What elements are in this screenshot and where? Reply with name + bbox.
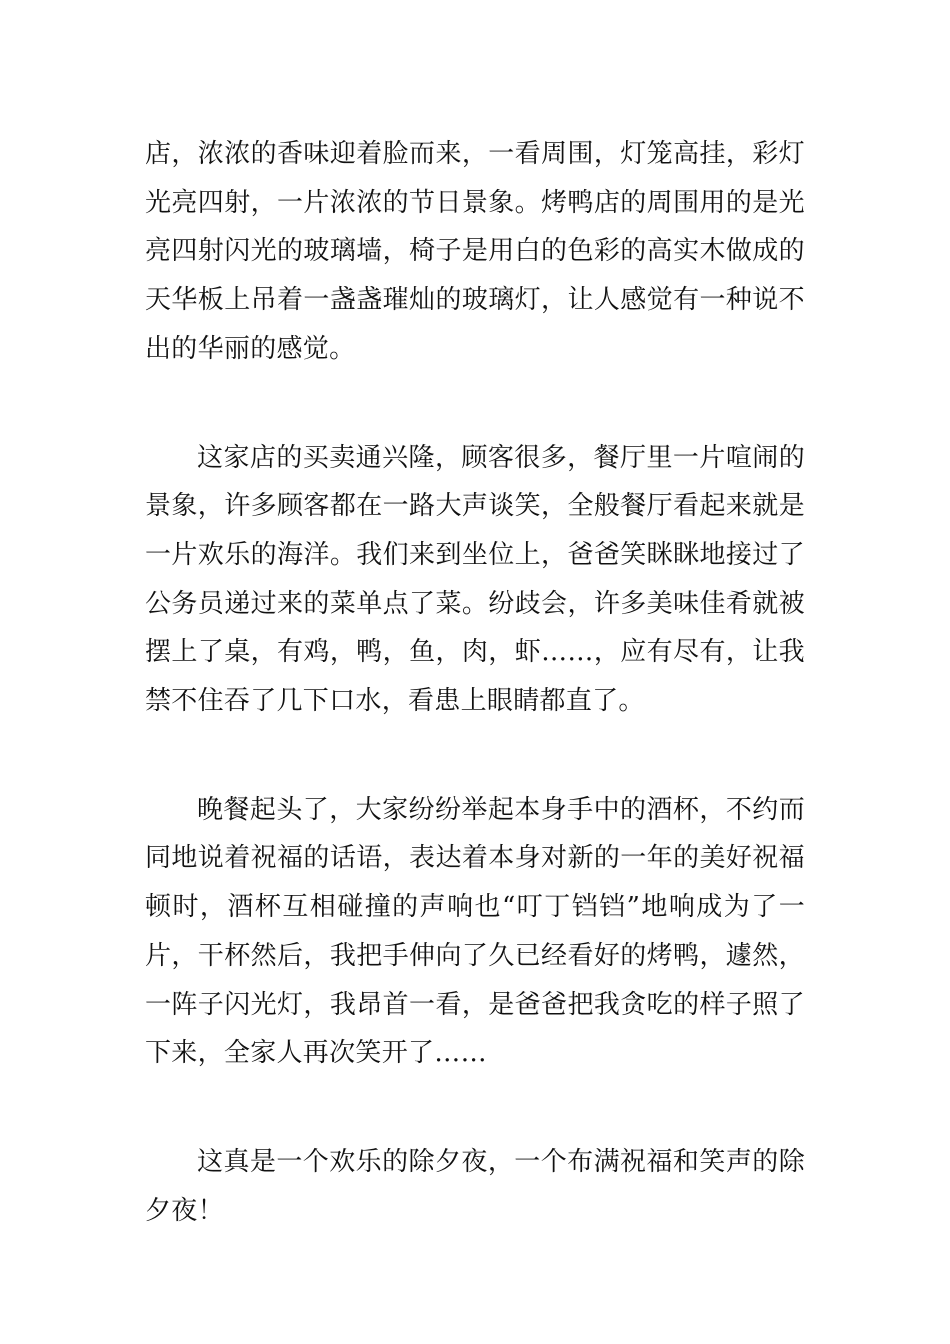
paragraph-4: 这真是一个欢乐的除夕夜，一个布满祝福和笑声的除夕夜！ xyxy=(145,1146,805,1226)
paragraph-2: 这家店的买卖通兴隆，顾客很多，餐厅里一片喧闹的景象，许多顾客都在一路大声谈笑，全般餐厅看起来就是一片欢乐的海洋。我们来到坐位上，爸爸笑眯眯地接过了公务员递过来的菜单点了菜。纷歧会，许多美味佳肴就被摆上了桌，有鸡，鸭，鱼，肉，虾……，应有尽有，让我禁不住吞了几下口水，看患上眼睛都直了。 xyxy=(145,442,805,717)
paragraph-gap xyxy=(145,1078,805,1138)
document-page xyxy=(145,130,805,1235)
paragraph-1: 店，浓浓的香味迎着脸而来，一看周围，灯笼高挂，彩灯光亮四射，一片浓浓的节日景象。烤鸭店的周围用的是光亮四射闪光的玻璃墙，椅子是用白的色彩的高实木做成的天华板上吊着一盏盏璀灿的玻璃灯，让人感觉有一种说不出的华丽的感觉。 xyxy=(145,139,805,364)
paragraph-3: 晚餐起头了，大家纷纷举起本身手中的酒杯，不约而同地说着祝福的话语，表达着本身对新的一年的美好祝福顿时，酒杯互相碰撞的声响也“叮丁铛铛”地响成为了一片，干杯然后，我把手伸向了久已经看好的烤鸭，遽然，一阵子闪光灯，我昂首一看，是爸爸把我贪吃的样子照了下来，全家人再次笑开了…… xyxy=(145,794,805,1069)
paragraph-gap xyxy=(145,374,805,434)
paragraph-gap xyxy=(145,726,805,786)
